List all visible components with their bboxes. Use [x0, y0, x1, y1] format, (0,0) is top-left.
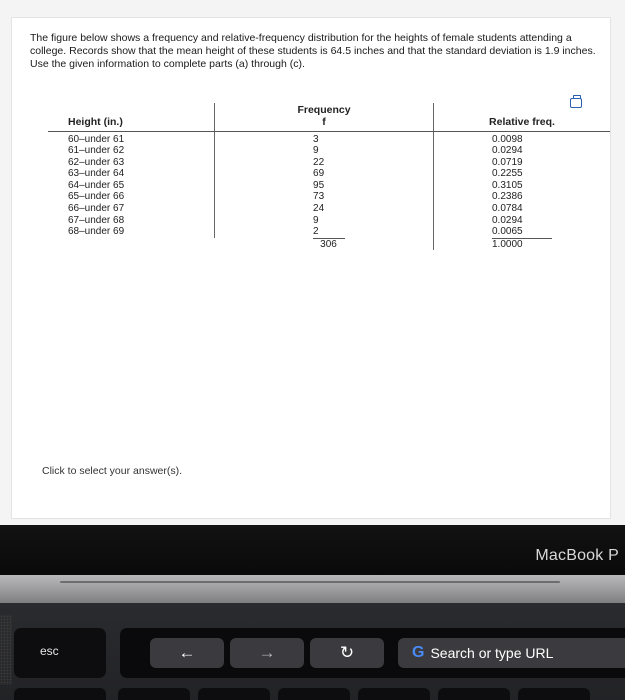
header-frequency: [215, 103, 434, 131]
cell-total-relative: [434, 238, 610, 251]
cell-total-label: [48, 238, 215, 251]
key[interactable]: [198, 688, 270, 700]
cell-height: 62–under 63: [48, 157, 215, 169]
relative-value: 0.3105: [492, 179, 523, 191]
key[interactable]: [518, 688, 590, 700]
relative-value: 0.0294: [492, 214, 523, 226]
copy-icon[interactable]: [570, 98, 582, 108]
table-row: [48, 180, 610, 192]
frequency-value: 73: [313, 191, 325, 203]
cell-height: 61–under 62: [48, 145, 215, 157]
relative-value: 0.0784: [492, 203, 523, 215]
cell-frequency: [215, 215, 434, 227]
table-row: [48, 226, 610, 238]
key[interactable]: [14, 688, 106, 700]
key-row: [0, 688, 625, 700]
google-icon: G: [412, 644, 425, 661]
frequency-table: [48, 103, 610, 250]
table-row: [48, 131, 610, 145]
brand-label: MacBook P: [535, 547, 619, 564]
cell-relative: [434, 226, 610, 238]
forward-button[interactable]: [230, 638, 304, 668]
frequency-value: 9: [313, 214, 319, 226]
table-row: [48, 145, 610, 157]
frequency-value: 3: [313, 133, 319, 145]
esc-label: esc: [40, 644, 59, 658]
cell-relative: [434, 131, 610, 145]
cell-frequency: [215, 226, 434, 238]
table-row: [48, 203, 610, 215]
hinge: [0, 575, 625, 603]
frequency-value: 2: [313, 226, 319, 238]
cell-height: 65–under 66: [48, 191, 215, 203]
relative-value: 0.0065: [492, 226, 523, 238]
cell-relative: [434, 157, 610, 169]
reload-button[interactable]: [310, 638, 384, 668]
header-frequency-symbol: f: [322, 115, 326, 128]
key[interactable]: [118, 688, 190, 700]
back-arrow-icon: ←: [178, 643, 196, 662]
cell-frequency: [215, 131, 434, 145]
search-bar[interactable]: [398, 638, 625, 668]
question-panel: [12, 18, 610, 518]
cell-frequency: [215, 157, 434, 169]
cell-frequency: [215, 191, 434, 203]
hinge-line: [60, 581, 560, 583]
cell-height: 68–under 69: [48, 226, 215, 238]
back-button[interactable]: [150, 638, 224, 668]
header-height: Height (in.): [48, 103, 215, 131]
cell-frequency: [215, 180, 434, 192]
esc-key[interactable]: [14, 628, 106, 678]
table-row: [48, 191, 610, 203]
table-row: [48, 215, 610, 227]
frequency-value: 95: [313, 179, 325, 191]
answer-hint: Click to select your answer(s).: [42, 465, 183, 477]
key[interactable]: [278, 688, 350, 700]
cell-relative: [434, 191, 610, 203]
relative-value: 0.2255: [492, 168, 523, 180]
question-text: The figure below shows a frequency and relative-frequency distribution for the heights of female students attending a college. Records show that the mean height of these students is 64.5 inches and that the standard deviation is 1.9 inches. Use the given information to complete parts (a) through (c).: [30, 32, 596, 70]
forward-arrow-icon: →: [258, 643, 276, 662]
frequency-value: 24: [313, 203, 325, 215]
cell-relative: [434, 168, 610, 180]
reload-icon: ↻: [339, 643, 355, 662]
cell-relative: [434, 215, 610, 227]
cell-relative: [434, 180, 610, 192]
relative-value: 0.2386: [492, 191, 523, 203]
header-relative: Relative freq.: [434, 103, 610, 131]
relative-value: 0.0294: [492, 145, 523, 157]
cell-height: 60–under 61: [48, 131, 215, 145]
touch-bar: [120, 628, 625, 678]
table-row: [48, 157, 610, 169]
total-relative: 1.0000: [492, 238, 552, 251]
total-frequency: 306: [313, 238, 345, 251]
relative-value: 0.0098: [492, 133, 523, 145]
cell-frequency: [215, 203, 434, 215]
speaker-grill: [0, 615, 12, 685]
key[interactable]: [438, 688, 510, 700]
table-total-row: [48, 238, 610, 251]
relative-value: 0.0719: [492, 156, 523, 168]
cell-frequency: [215, 145, 434, 157]
screen-bezel: [0, 525, 625, 575]
search-label: Search or type URL: [430, 645, 554, 661]
cell-height: 64–under 65: [48, 180, 215, 192]
key[interactable]: [358, 688, 430, 700]
cell-height: 67–under 68: [48, 215, 215, 227]
frequency-value: 22: [313, 156, 325, 168]
cell-height: 63–under 64: [48, 168, 215, 180]
cell-relative: [434, 203, 610, 215]
header-frequency-label: Frequency: [297, 103, 351, 116]
table-row: [48, 168, 610, 180]
cell-total-frequency: [215, 238, 434, 251]
frequency-value: 69: [313, 168, 325, 180]
cell-frequency: [215, 168, 434, 180]
cell-height: 66–under 67: [48, 203, 215, 215]
cell-relative: [434, 145, 610, 157]
frequency-value: 9: [313, 145, 319, 157]
